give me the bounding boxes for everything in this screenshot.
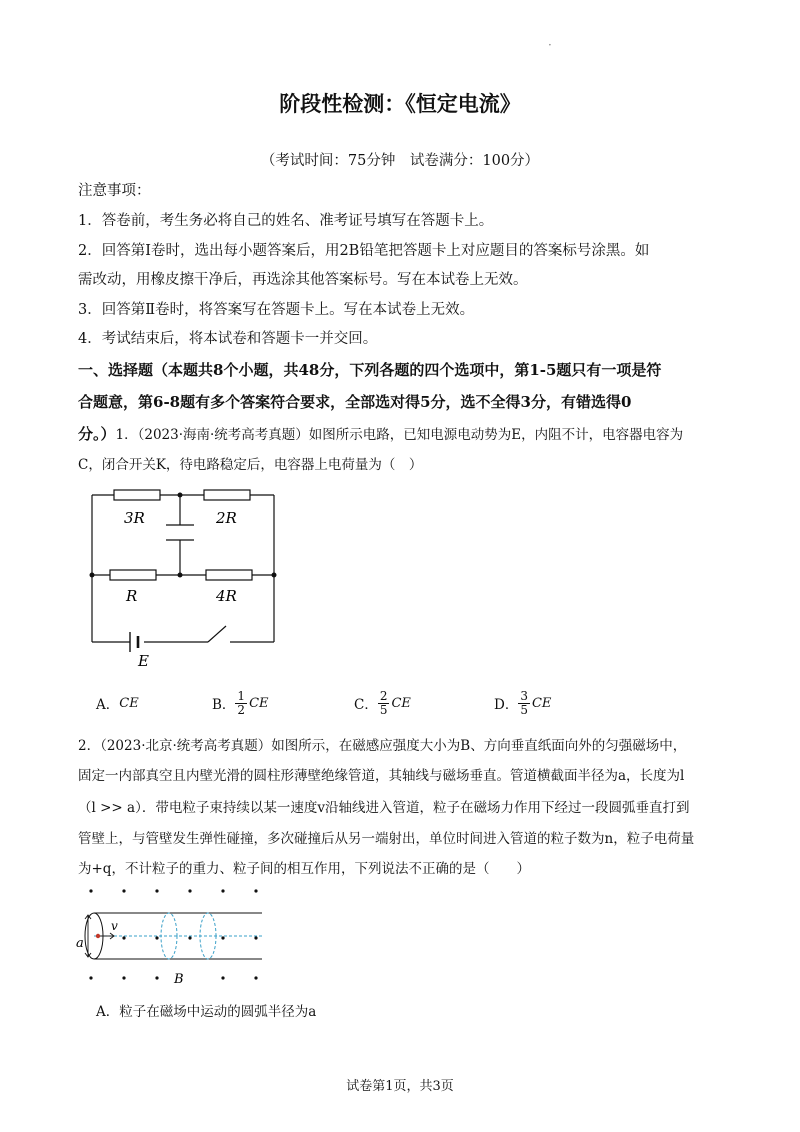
q1-option-b-fraction [235, 690, 247, 717]
notice-heading: 注意事项： [78, 183, 151, 199]
q1-option-d-den: 5 [520, 702, 528, 717]
q1-option-b-den: 2 [237, 702, 246, 717]
resistor-3r [114, 490, 160, 500]
q1-option-c-label: C． [354, 697, 378, 713]
header-mark: · [548, 38, 552, 52]
section1-line1: 一、选择题（本题共8个小题，共48分，下列各题的四个选项中，第1-5题只有一项是符 [78, 361, 662, 379]
notice-item-2: 2．回答第Ⅰ卷时，选出每小题答案后，用2B铅笔把答题卡上对应题目的答案标号涂黑。如 [78, 243, 650, 259]
q1-circuit-diagram [80, 485, 290, 670]
label-2r: 2R [216, 509, 237, 527]
junction-right [272, 573, 277, 578]
page-footer: 试卷第1页，共3页 [346, 1079, 454, 1094]
q1-option-a-label: A． [96, 697, 120, 713]
q1-option-d[interactable] [494, 688, 551, 718]
junction-left [90, 573, 95, 578]
q1-option-b-label: B． [212, 697, 236, 713]
q1-option-d-num: 3 [520, 688, 528, 703]
label-b: B [174, 972, 184, 987]
q2-tube-diagram [74, 882, 274, 990]
q2-line5: 为+q，不计粒子的重力、粒子间的相互作用，下列说法不正确的是（ ） [78, 861, 530, 877]
q2-option-a[interactable]: A．粒子在磁场中运动的圆弧半径为a [96, 1004, 317, 1020]
notice-item-4: 4．考试结束后，将本试卷和答题卡一并交回。 [78, 331, 378, 347]
section1-line3: 分。） [78, 425, 116, 443]
label-3r: 3R [124, 509, 145, 527]
q2-line4: 管壁上，与管壁发生弹性碰撞，多次碰撞后从另一端射出，单位时间进入管道的粒子数为n，粒子电荷量 [78, 831, 695, 847]
q1-option-a-text: CE [119, 695, 139, 711]
notice-item-3: 3．回答第Ⅱ卷时，将答案写在答题卡上。写在本试卷上无效。 [78, 302, 475, 318]
q1-line2: C，闭合开关K，待电路稳定后，电容器上电荷量为（ ） [78, 457, 423, 473]
q1-option-d-text: CE [531, 695, 552, 711]
label-r: R [126, 587, 138, 605]
q1-option-c-text: CE [391, 695, 411, 711]
q1-option-c-den: 5 [379, 702, 388, 717]
page-title: 阶段性检测：《恒定电流》 [279, 91, 521, 116]
label-4r: 4R [216, 587, 237, 605]
exam-info: （考试时间：75分钟 试卷满分：100分） [260, 153, 540, 169]
resistor-4r [206, 570, 252, 580]
resistor-2r [204, 490, 250, 500]
q1-line1: 1．（2023·海南·统考高考真题）如图所示电路，已知电源电动势为E，内阻不计，电容器电容为 [115, 427, 684, 443]
notice-item-2-cont: 需改动，用橡皮擦干净后，再选涂其他答案标号。写在本试卷上无效。 [78, 272, 528, 288]
label-v: v [111, 919, 118, 933]
q1-option-b-text: CE [249, 695, 269, 711]
notice-item-1: 1．答卷前，考生务必将自己的姓名、准考证号填写在答题卡上。 [78, 213, 494, 229]
q1-option-a[interactable] [96, 688, 139, 718]
q1-option-c-fraction [378, 690, 390, 717]
particle-dot [96, 934, 100, 938]
q1-option-c-num: 2 [379, 688, 388, 703]
q1-option-d-label: D． [494, 697, 519, 713]
q1-option-b-num: 1 [237, 688, 246, 703]
junction-mid [178, 573, 183, 578]
q1-option-d-fraction [518, 690, 530, 717]
junction-top [178, 493, 183, 498]
q2-line2: 固定一内部真空且内壁光滑的圆柱形薄壁绝缘管道，其轴线与磁场垂直。管道横截面半径为a，长度为l [78, 768, 685, 784]
q2-line1: 2．（2023·北京·统考高考真题）如图所示，在磁感应强度大小为B、方向垂直纸面向外的匀强磁场中， [78, 738, 687, 754]
section1-line2: 合题意，第6-8题有多个答案符合要求，全部选对得5分，选不全得3分，有错选得0 [78, 393, 632, 411]
section1-line3-row [78, 423, 683, 444]
resistor-r [110, 570, 156, 580]
label-e: E [138, 652, 149, 670]
q2-line3: （l >> a）．带电粒子束持续以某一速度v沿轴线进入管道，粒子在磁场力作用下经过一段圆弧垂直打到 [78, 800, 690, 816]
magnetic-field-dots [89, 889, 257, 979]
label-a: a [76, 936, 84, 951]
q1-option-c[interactable] [354, 688, 411, 718]
q1-option-b[interactable] [212, 688, 269, 718]
